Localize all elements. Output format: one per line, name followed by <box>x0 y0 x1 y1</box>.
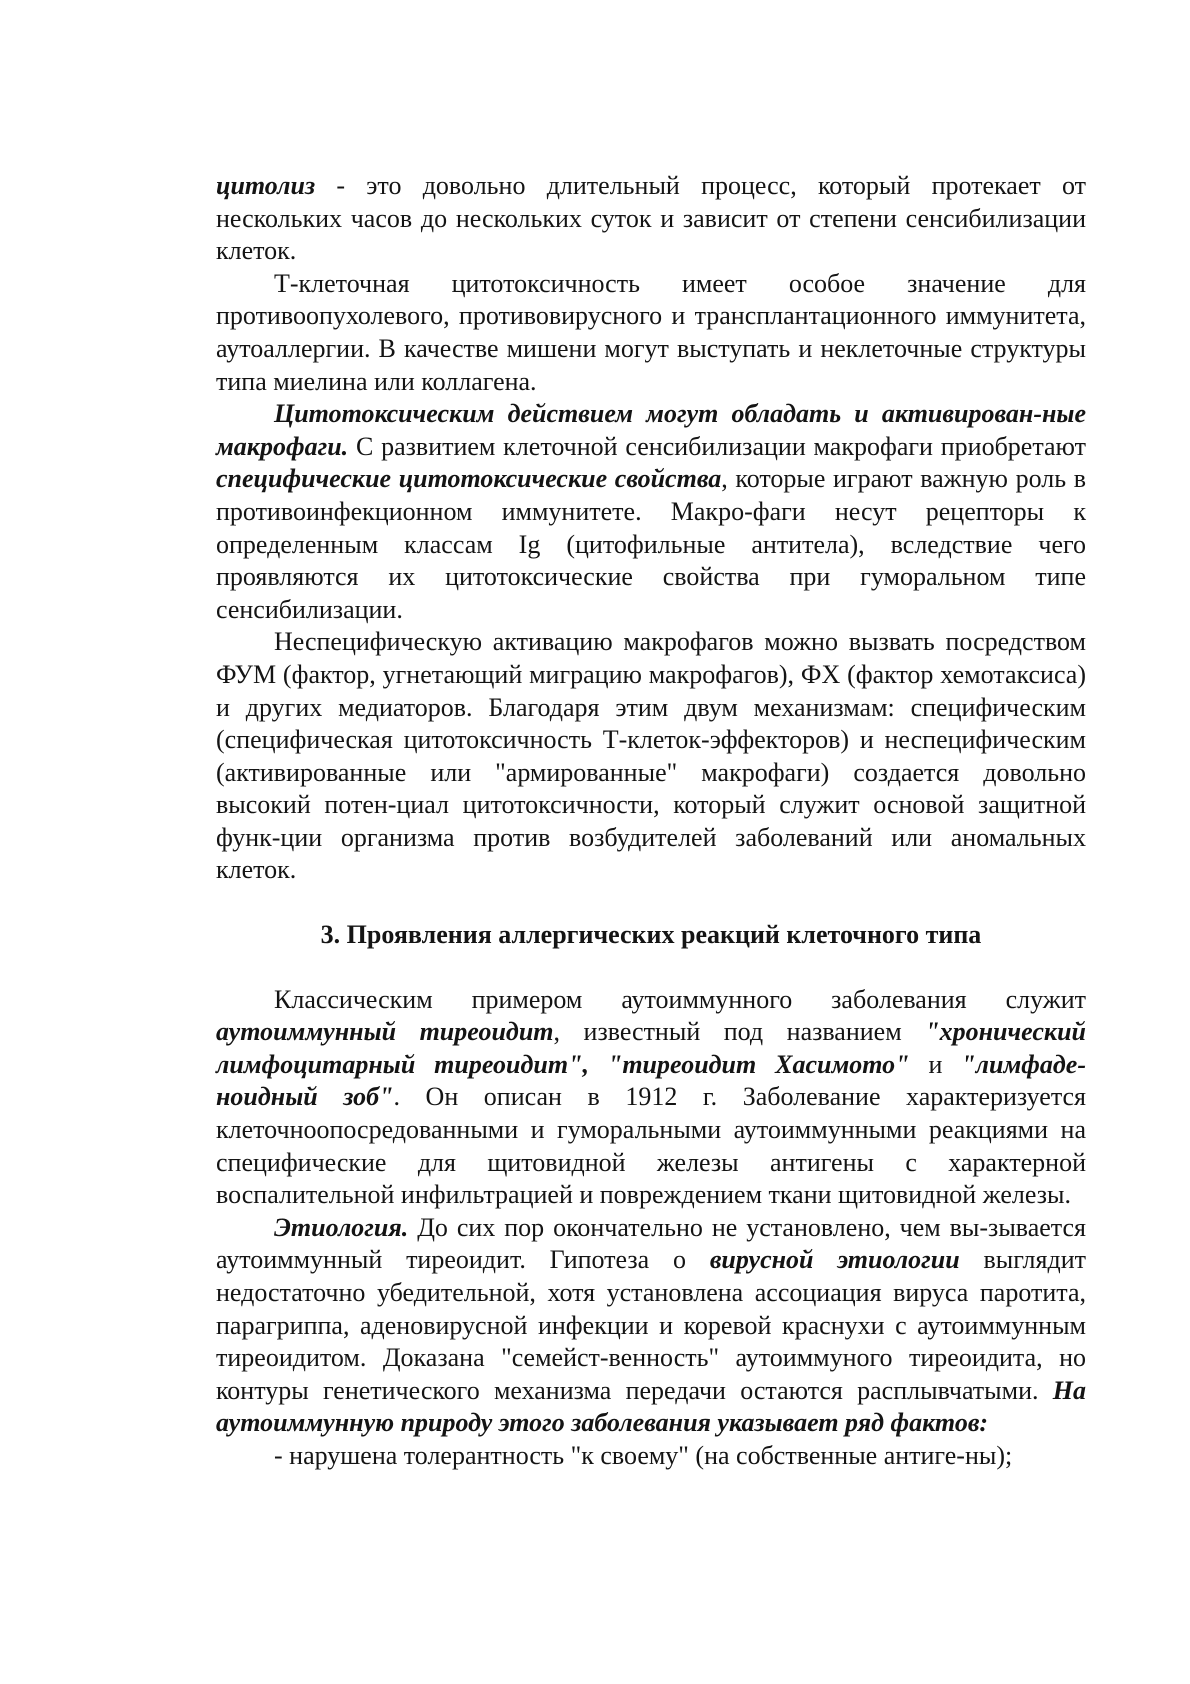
paragraph-autoimmune-thyroiditis <box>216 984 1086 1212</box>
paragraph-text: , известный под названием <box>553 1017 926 1047</box>
paragraph-text: , которые играют важную роль в противоинфекционном иммунитете. Макро-фаги несут рецепторы к определенным классам Ig (цитофильные антитела), вследствие чего проявляются их цитотоксические свойства при гуморальном типе сенсибилизации. <box>216 464 1086 624</box>
paragraph-text: Т-клеточная цитотоксичность имеет особое значение для противоопухолевого, противовирусного и трансплантационного иммунитета, аутоаллергии. В качестве мишени могут выступать и неклеточные структуры типа миелина или коллагена. <box>216 268 1086 396</box>
paragraph-macrophages <box>216 398 1086 626</box>
inline-emphasis: На аутоиммунную природу этого заболевания указывает ряд фактов: <box>216 1375 1086 1438</box>
paragraph-text: . Он описан в 1912 г. Заболевание характеризуется клеточноопосредованными и гуморальными аутоиммунными реакциями на специфические для щитовидной железы антигены с характерной воспалительной инфильтрацией и повреждением ткани щитовидной железы. <box>216 1082 1086 1210</box>
paragraph-etiology <box>216 1212 1086 1440</box>
spacer <box>216 952 1086 984</box>
inline-emphasis: специфические цитотоксические свойства <box>216 464 722 494</box>
spacer <box>216 887 1086 919</box>
inline-emphasis: "лимфаде-ноидный зоб" <box>216 1049 1086 1112</box>
lead-emphasis: Этиология. <box>274 1212 409 1242</box>
paragraph-nonspecific-activation <box>216 626 1086 887</box>
inline-emphasis: аутоиммунный тиреоидит <box>216 1017 554 1047</box>
paragraph-text: Неспецифическую активацию макрофагов можно вызвать посредством ФУМ (фактор, угнетающий миграцию макрофагов), ФХ (фактор хемотаксиса) и других медиаторов. Благодаря этим двум механизмам: специфическим (специфическая цитотоксичность Т-клеток-эффекторов) и неспецифическим (активированные или "армированные" макрофаги) создается довольно высокий потен-циал цитотоксичности, который служит основой защитной функ-ции организма против возбудителей заболеваний или аномальных клеток. <box>216 627 1086 885</box>
inline-emphasis: "хронический лимфоцитарный тиреоидит", "тиреоидит Хасимото" <box>216 1017 1086 1079</box>
paragraph-cytolysis <box>216 170 1086 268</box>
paragraph-text: С развитием клеточной сенсибилизации макрофаги приобретают <box>348 431 1086 461</box>
paragraph-t-cell-cytotoxicity <box>216 268 1086 398</box>
paragraph-text: выглядит недостаточно убедительной, хотя установлена ассоциация вируса паротита, парагриппа, аденовирусной инфекции и коревой краснухи с аутоиммунным тиреоидитом. Доказана "семейст-венность" аутоиммуного тиреоидита, но контуры генетического механизма передачи остаются расплывчатыми. <box>216 1245 1086 1405</box>
section-heading: 3. Проявления аллергических реакций клеточного типа <box>320 920 982 950</box>
paragraph-text: - нарушена толерантность "к своему" (на собственные антиге-ны); <box>274 1440 1013 1470</box>
term-cytolysis: цитолиз <box>216 171 316 200</box>
paragraph-text: До сих пор окончательно не установлено, чем вы-зывается аутоиммунный тиреоидит. Гипотеза о <box>216 1212 1086 1275</box>
paragraph-text: и <box>909 1049 962 1079</box>
paragraph-text: - это довольно длительный процесс, который протекает от нескольких часов до нескольких суток и зависит от степени сенсибилизации клеток. <box>216 171 1086 266</box>
inline-emphasis: вирусной этиологии <box>709 1245 960 1275</box>
list-item-tolerance <box>216 1440 1086 1473</box>
lead-emphasis: Цитотоксическим действием могут обладать и активирован-ные макрофаги. <box>216 399 1086 461</box>
document-page <box>216 170 1086 1473</box>
paragraph-text: Классическим примером аутоиммунного заболевания служит <box>274 984 1086 1014</box>
